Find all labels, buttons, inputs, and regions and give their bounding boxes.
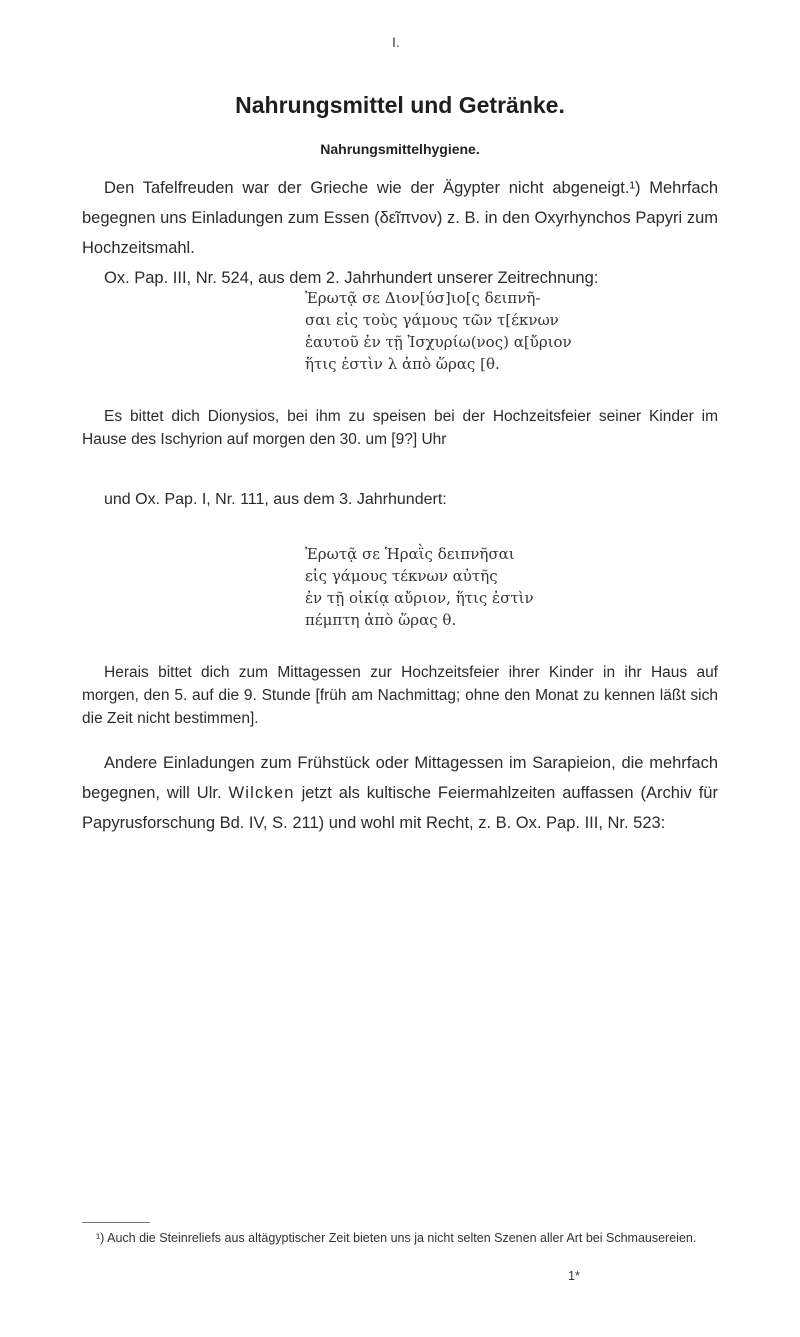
intro-paragraph-block [82, 173, 718, 293]
greek-quotation-2 [305, 543, 625, 631]
greek-line: ἥτις ἐστὶν λ ἀπὸ ὥρας [θ. [305, 355, 500, 373]
greek-line: σαι εἰς τοὺς γάμους τῶν τ[έκνων [305, 311, 559, 329]
author-name: Wilcken [228, 784, 295, 802]
paragraph-3-block [82, 748, 718, 838]
translation-2-block [82, 661, 718, 730]
paragraph-3 [82, 748, 718, 838]
paragraph-3-text-before: Andere Einladungen zum Frühstück oder Mittagessen im Sarapieion, die mehrfach begegnen, will Ulr. [82, 754, 718, 802]
greek-line: εἰς γάμους τέκνων αὐτῆς [305, 567, 498, 585]
intro-paragraph: Den Tafelfreuden war der Grieche wie der Ägypter nicht abgeneigt.¹) Mehrfach begegnen uns Einladungen zum Essen (δεῖπνον) z. B. in den Oxyrhynchos Papyri zum Hochzeitsmahl. [82, 179, 718, 257]
source-citation-1: Ox. Pap. III, Nr. 524, aus dem 2. Jahrhundert unserer Zeitrechnung: [104, 269, 599, 287]
greek-line: ἑαυτοῦ ἐν τῇ Ἰσχυρίω(νος) α[ὔριον [305, 333, 572, 351]
translation-2: Herais bittet dich zum Mittagessen zur Hochzeitsfeier ihrer Kinder in ihr Haus auf morgen, den 5. auf die 9. Stunde [früh am Nachmittag; ohne den Monat zu kennen läßt sich die Zeit nicht bestimmen]. [82, 664, 718, 727]
greek-line: Ἐρωτᾷ σε Διον[ύσ]ιο[ς δειπνῆ- [305, 289, 541, 307]
greek-quotation-1 [305, 287, 625, 375]
footnote-block [82, 1228, 718, 1248]
greek-line: Ἐρωτᾷ σε Ἡραῒς δειπνῆσαι [305, 545, 515, 563]
greek-line: πέμπτη ἀπὸ ὥρας θ. [305, 611, 457, 629]
source-citation-2: und Ox. Pap. I, Nr. 111, aus dem 3. Jahrhundert: [104, 491, 447, 508]
greek-line: ἐν τῇ οἰκίᾳ αὔριον, ἥτις ἐστὶν [305, 589, 534, 607]
footnote-rule [82, 1222, 150, 1223]
chapter-title: Nahrungsmittel und Getränke. [235, 92, 565, 118]
footnote: ¹) Auch die Steinreliefs aus altägyptischer Zeit bieten uns ja nicht selten Szenen aller Art bei Schmausereien. [96, 1231, 697, 1245]
chapter-number: I. [392, 34, 400, 50]
printer-signature: 1* [568, 1269, 580, 1283]
translation-1-block [82, 405, 718, 451]
section-title: Nahrungsmittelhygiene. [320, 141, 480, 157]
paragraph-3-text-after: jetzt als kultische Feiermahlzeiten auffassen (Archiv für Papyrusforschung Bd. IV, S. 211) und wohl mit Recht, z. B. Ox. Pap. III, Nr. 523: [82, 784, 718, 832]
translation-1: Es bittet dich Dionysios, bei ihm zu speisen bei der Hochzeitsfeier seiner Kinder im Hause des Ischyrion auf morgen den 30. um [9?] Uhr [82, 408, 718, 448]
